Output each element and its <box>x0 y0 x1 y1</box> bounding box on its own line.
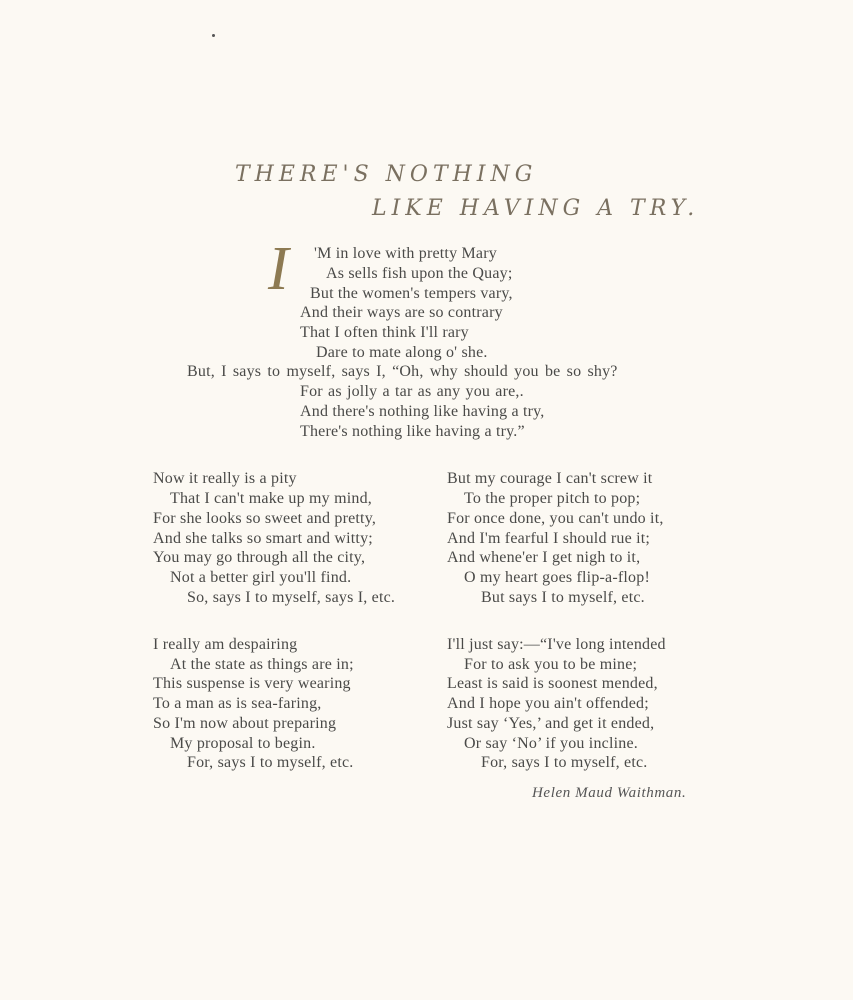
intro-line: 'M in love with pretty Mary <box>314 245 497 262</box>
stanza-3-line: To a man as is sea-faring, <box>153 695 322 712</box>
stanza-4-line: And I hope you ain't offended; <box>447 695 649 712</box>
author-signature: Helen Maud Waithman. <box>532 785 687 801</box>
stanza-2-line: To the proper pitch to pop; <box>464 490 641 507</box>
poem-title-line-1: THERE'S NOTHING <box>235 162 538 187</box>
intro-line: And their ways are so contrary <box>300 304 503 321</box>
stanza-4-line: For to ask you to be mine; <box>464 656 638 673</box>
stanza-3-line: My proposal to begin. <box>170 735 316 752</box>
intro-line: But the women's tempers vary, <box>310 285 513 302</box>
stanza-3-line: So I'm now about preparing <box>153 715 337 732</box>
intro-line: There's nothing like having a try.” <box>300 423 525 440</box>
stanza-4-line: Or say ‘No’ if you incline. <box>464 735 638 752</box>
stanza-4-line: Least is said is soonest mended, <box>447 675 658 692</box>
stanza-1-line: For she looks so sweet and pretty, <box>153 510 377 527</box>
stanza-2-line: But my courage I can't screw it <box>447 470 653 487</box>
stanza-3-line: For, says I to myself, etc. <box>187 754 354 771</box>
intro-line: For as jolly a tar as any you are,. <box>300 383 524 400</box>
stanza-4-line: For, says I to myself, etc. <box>481 754 648 771</box>
stanza-1-line: Now it really is a pity <box>153 470 297 487</box>
poem-title-line-2: LIKE HAVING A TRY. <box>372 196 700 221</box>
stanza-1-line: That I can't make up my mind, <box>170 490 372 507</box>
intro-line: But, I says to myself, says I, “Oh, why should you be so shy? <box>187 363 618 380</box>
intro-line: As sells fish upon the Quay; <box>326 265 513 282</box>
stanza-1-line: Not a better girl you'll find. <box>170 569 352 586</box>
stanza-1-line: You may go through all the city, <box>153 549 366 566</box>
stanza-1-line: So, says I to myself, says I, etc. <box>187 589 396 606</box>
stanza-1-line: And she talks so smart and witty; <box>153 530 373 547</box>
intro-line: And there's nothing like having a try, <box>300 403 545 420</box>
stanza-2-line: And whene'er I get nigh to it, <box>447 549 641 566</box>
stanza-2-line: O my heart goes flip-a-flop! <box>464 569 650 586</box>
stanza-3-line: I really am despairing <box>153 636 298 653</box>
stanza-3-line: This suspense is very wearing <box>153 675 351 692</box>
stanza-4-line: I'll just say:—“I've long intended <box>447 636 666 653</box>
stanza-3-line: At the state as things are in; <box>170 656 354 673</box>
stanza-4-line: Just say ‘Yes,’ and get it ended, <box>447 715 655 732</box>
stanza-2-line: And I'm fearful I should rue it; <box>447 530 651 547</box>
ink-speck <box>212 34 215 37</box>
intro-line: Dare to mate along o' she. <box>316 344 488 361</box>
stanza-2-line: But says I to myself, etc. <box>481 589 645 606</box>
intro-line: That I often think I'll rary <box>300 324 469 341</box>
drop-cap: I <box>268 235 289 303</box>
stanza-2-line: For once done, you can't undo it, <box>447 510 664 527</box>
